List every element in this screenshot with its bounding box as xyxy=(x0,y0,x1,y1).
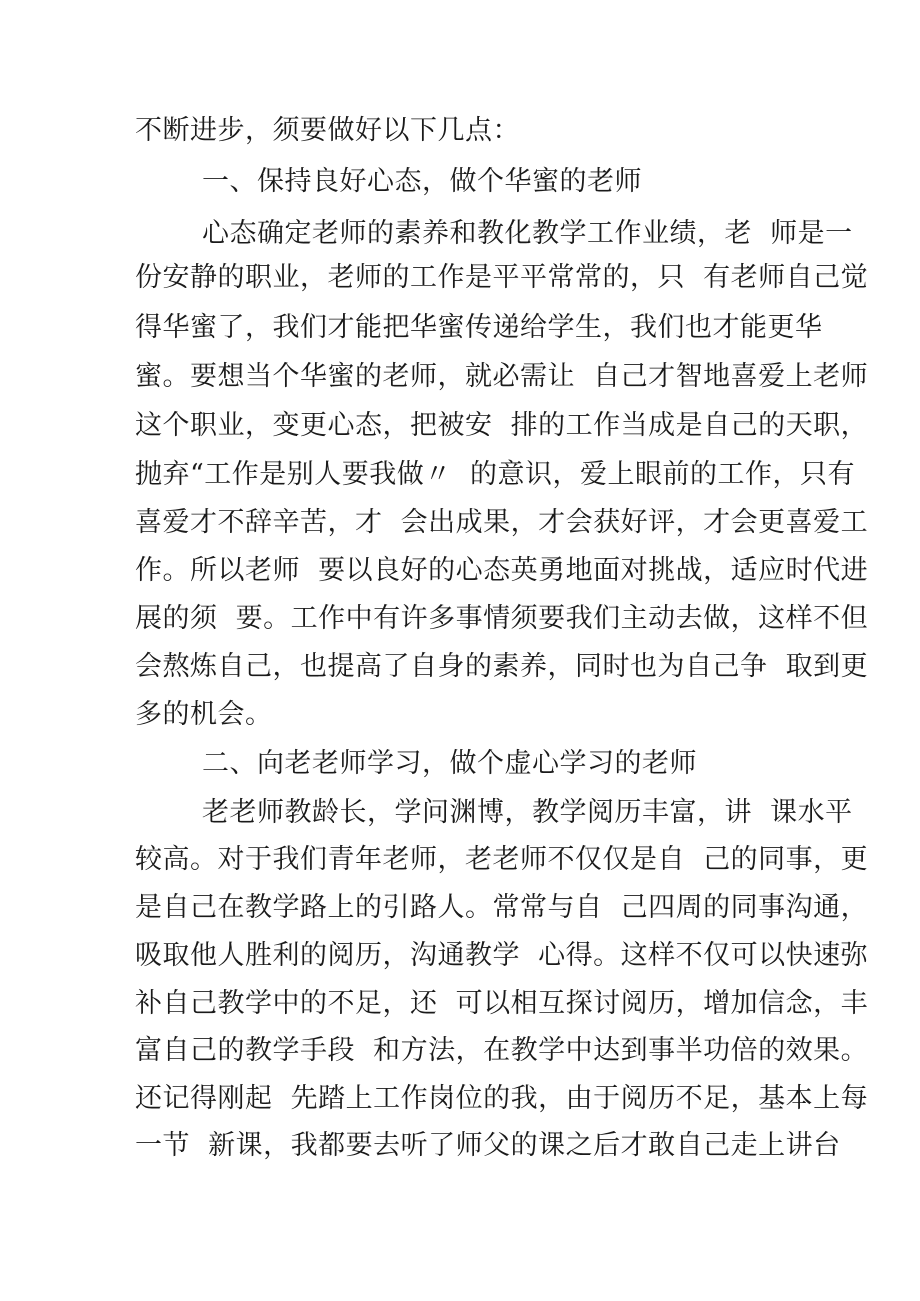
text-line-16: 较高。对于我们青年老师，老老师不仅仅是自 己的同事，更 xyxy=(135,844,869,875)
text-line-21: 还记得刚起 先踏上工作岗位的我，由于阅历不足，基本上每 xyxy=(135,1083,869,1114)
text-line-1: 不断进步，须要做好以下几点： xyxy=(135,115,520,146)
text-line-22: 一节 新课，我都要去听了师父的课之后才敢自己走上讲台 xyxy=(135,1130,841,1161)
text-line-9: 喜爱才不辞辛苦，才 会出成果，才会获好评，才会更喜爱工 xyxy=(135,507,869,538)
text-line-18: 吸取他人胜利的阅历，沟通教学 心得。这样不仅可以快速弥 xyxy=(135,940,869,971)
text-line-20: 富自己的教学手段 和方法，在教学中达到事半功倍的效果。 xyxy=(135,1035,869,1066)
text-line-7: 这个职业，变更心态，把被安 排的工作当成是自己的天职， xyxy=(135,410,869,441)
section-heading-2: 二、向老老师学习，做个虚心学习的老师 xyxy=(202,748,697,779)
text-line-17: 是自己在教学路上的引路人。常常与自 己四周的同事沟通， xyxy=(135,892,869,923)
text-line-13: 多的机会。 xyxy=(135,699,273,730)
text-line-8: 抛弃“工作是别人要我做〃 的意识，爱上眼前的工作，只有 xyxy=(135,459,855,490)
text-line-5: 得华蜜了，我们才能把华蜜传递给学生，我们也才能更华 xyxy=(135,312,823,343)
text-line-15: 老老师教龄长，学问渊博，教学阅历丰富，讲 课水平 xyxy=(202,797,853,828)
text-line-6: 蜜。要想当个华蜜的老师，就必需让 自己才智地喜爱上老师 xyxy=(135,361,869,392)
text-line-10: 作。所以老师 要以良好的心态英勇地面对挑战，适应时代进 xyxy=(135,555,869,586)
text-line-3: 心态确定老师的素养和教化教学工作业绩，老 师是一 xyxy=(202,218,853,249)
section-heading-1: 一、保持良好心态，做个华蜜的老师 xyxy=(202,166,642,197)
text-line-19: 补自己教学中的不足，还 可以相互探讨阅历，增加信念，丰 xyxy=(135,988,869,1019)
text-line-11: 展的须 要。工作中有许多事情须要我们主动去做，这样不但 xyxy=(135,603,869,634)
text-line-12: 会熬炼自己，也提高了自身的素养，同时也为自己争 取到更 xyxy=(135,651,869,682)
text-line-4: 份安静的职业，老师的工作是平平常常的，只 有老师自己觉 xyxy=(135,262,869,293)
